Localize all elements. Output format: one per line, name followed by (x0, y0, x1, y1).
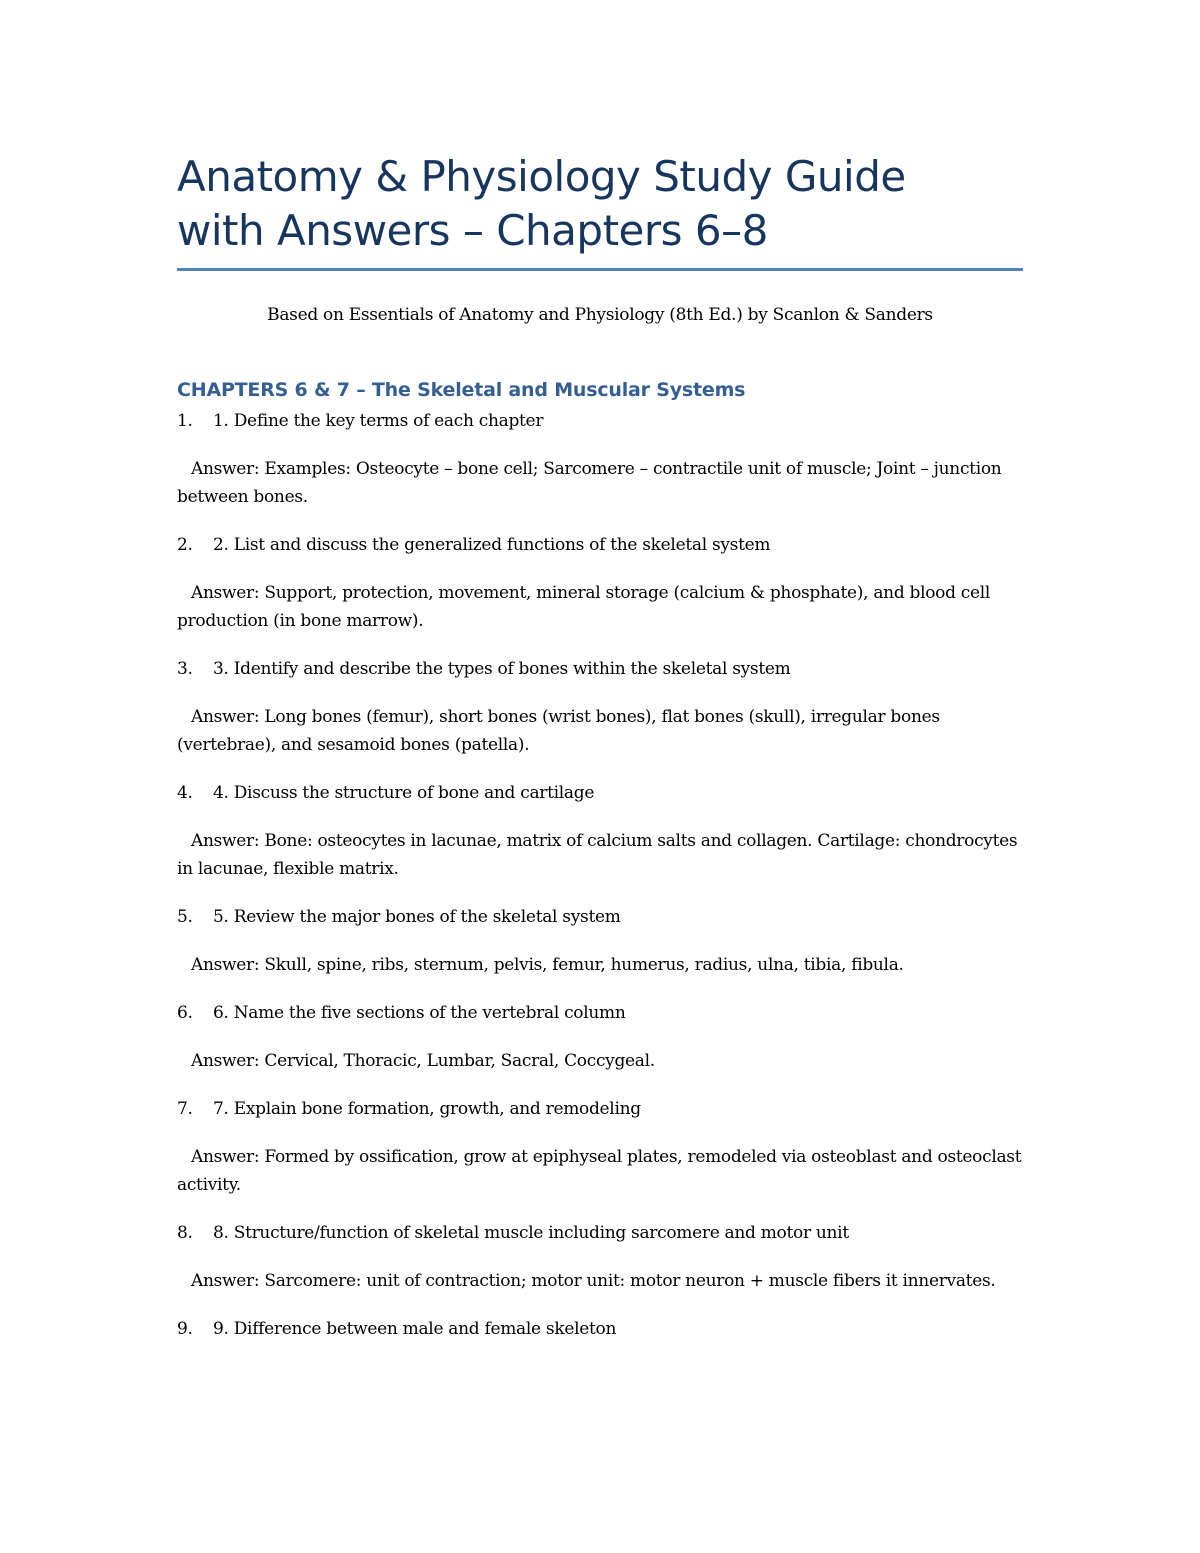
answer-text: Answer: Cervical, Thoracic, Lumbar, Sacral, Coccygeal. (191, 1051, 655, 1071)
question-number: 2. (177, 535, 193, 555)
answer-text: Answer: Support, protection, movement, mineral storage (calcium & phosphate), and blood cell production (in bone marrow). (177, 583, 991, 631)
section-heading: CHAPTERS 6 & 7 – The Skeletal and Muscular Systems (177, 379, 746, 401)
question-text: 5. Review the major bones of the skeletal system (213, 907, 621, 927)
list-item (177, 407, 1023, 511)
title-underline-divider (177, 268, 1023, 271)
question-number: 9. (177, 1319, 193, 1339)
question (177, 531, 1023, 559)
title-line-2: with Answers – Chapters 6–8 (177, 206, 768, 255)
document-title (177, 150, 1023, 258)
question-number: 3. (177, 659, 193, 679)
list-item (177, 1315, 1023, 1343)
question-number: 6. (177, 1003, 193, 1023)
question-number: 8. (177, 1223, 193, 1243)
question (177, 903, 1023, 931)
question-number: 1. (177, 411, 193, 431)
document-subtitle: Based on Essentials of Anatomy and Physiology (8th Ed.) by Scanlon & Sanders (267, 305, 933, 325)
question (177, 1219, 1023, 1247)
title-line-1: Anatomy & Physiology Study Guide (177, 152, 906, 201)
document-page (177, 150, 1023, 1343)
question-text: 1. Define the key terms of each chapter (213, 411, 544, 431)
question (177, 779, 1023, 807)
question (177, 1095, 1023, 1123)
answer-text: Answer: Formed by ossification, grow at epiphyseal plates, remodeled via osteoblast and osteoclast activity. (177, 1147, 1022, 1195)
question-number: 5. (177, 907, 193, 927)
question-text: 9. Difference between male and female skeleton (213, 1319, 617, 1339)
question (177, 655, 1023, 683)
answer-text: Answer: Examples: Osteocyte – bone cell; Sarcomere – contractile unit of muscle; Joint – junction between bones. (177, 459, 1002, 507)
answer-text: Answer: Bone: osteocytes in lacunae, matrix of calcium salts and collagen. Cartilage: chondrocytes in lacunae, flexible matrix. (177, 831, 1018, 879)
question-text: 4. Discuss the structure of bone and cartilage (213, 783, 595, 803)
list-item (177, 655, 1023, 759)
question-number: 4. (177, 783, 193, 803)
question (177, 999, 1023, 1027)
question (177, 407, 1023, 435)
answer-text: Answer: Sarcomere: unit of contraction; motor unit: motor neuron + muscle fibers it innervates. (191, 1271, 996, 1291)
answer-text: Answer: Skull, spine, ribs, sternum, pelvis, femur, humerus, radius, ulna, tibia, fibula. (191, 955, 904, 975)
list-item (177, 779, 1023, 883)
list-item (177, 1095, 1023, 1199)
list-item (177, 999, 1023, 1075)
question-text: 7. Explain bone formation, growth, and remodeling (213, 1099, 641, 1119)
list-item (177, 531, 1023, 635)
list-item (177, 1219, 1023, 1295)
question-number: 7. (177, 1099, 193, 1119)
question-text: 3. Identify and describe the types of bones within the skeletal system (213, 659, 791, 679)
question (177, 1315, 1023, 1343)
question-text: 8. Structure/function of skeletal muscle including sarcomere and motor unit (213, 1223, 849, 1243)
list-item (177, 903, 1023, 979)
question-list (177, 407, 1023, 1343)
question-text: 2. List and discuss the generalized functions of the skeletal system (213, 535, 771, 555)
answer-text: Answer: Long bones (femur), short bones (wrist bones), flat bones (skull), irregular bones (vertebrae), and sesamoid bones (patella). (177, 707, 940, 755)
question-text: 6. Name the five sections of the vertebral column (213, 1003, 626, 1023)
